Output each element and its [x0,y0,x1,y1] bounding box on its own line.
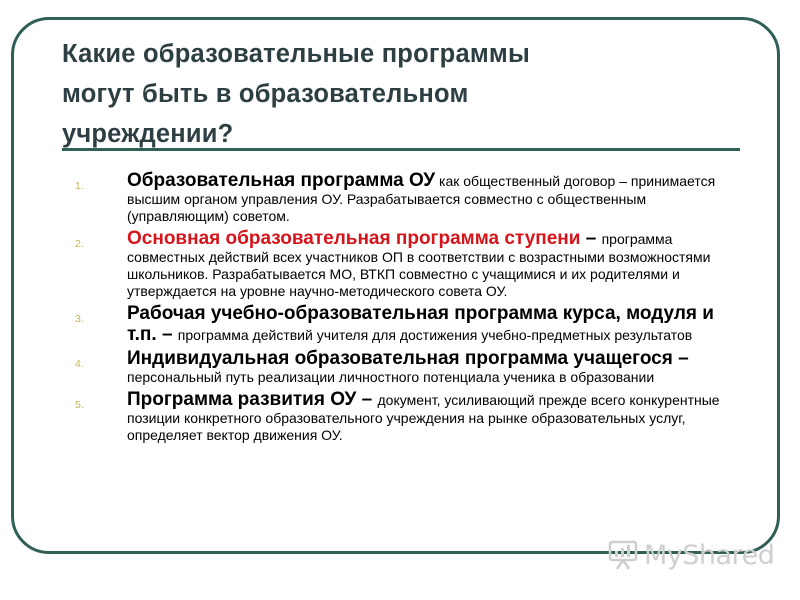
list-item-5 [75,389,737,444]
item-number: 1. [75,180,84,192]
item-number: 2. [75,238,84,250]
item-text: документ, усиливающий прежде всего конкурентные позиции конкретного образовательного учреждения на рынке образовательных услуг, определяет вектор движения ОУ. [127,392,720,443]
title-line-1: Какие образовательные программы [62,40,530,68]
title-line-3: учреждении? [62,120,234,148]
title-line-2: могут быть в образовательном [62,80,469,108]
watermark-text: MyShared [644,539,775,571]
item-heading: Рабочая учебно-образовательная программа курса, модуля и т.п. [127,303,714,345]
item-text: персональный путь реализации личностного потенциала ученика в образовании [127,369,655,385]
item-text: программа действий учителя для достижения учебно-предметных результатов [177,327,693,343]
list-item-3 [75,303,737,345]
item-heading: Основная образовательная программа ступени [127,228,581,249]
item-text: как общественный договор – принимается высшим органом управления ОУ. Разрабатывается совместно с общественным (управляющим) советом. [127,173,716,224]
myshared-watermark [608,537,774,573]
item-dash: – [356,389,378,410]
item-heading: Индивидуальная образовательная программа учащегося [127,348,673,369]
item-number: 4. [75,358,84,370]
list-item-4 [75,348,737,386]
item-number: 3. [75,313,84,325]
slide-title [62,34,702,154]
item-heading: Образовательная программа ОУ [127,170,436,191]
item-number: 5. [75,399,84,411]
list-item-1 [75,170,737,225]
item-heading: Программа развития ОУ [127,389,357,410]
presentation-board-icon [608,539,638,571]
item-dash: – [580,228,602,249]
item-dash: – [672,348,689,369]
item-dash: – [156,324,178,345]
item-text: программа совместных действий всех участников ОП в соответствии с возрастными возможностями школьников. Разрабатывается МО, ВТКП совместно с учащимися и их родителями и утверждается на уровне научно-методического совета ОУ. [127,231,711,299]
title-divider [62,148,740,151]
list-item-2 [75,228,737,300]
program-list [75,170,737,447]
